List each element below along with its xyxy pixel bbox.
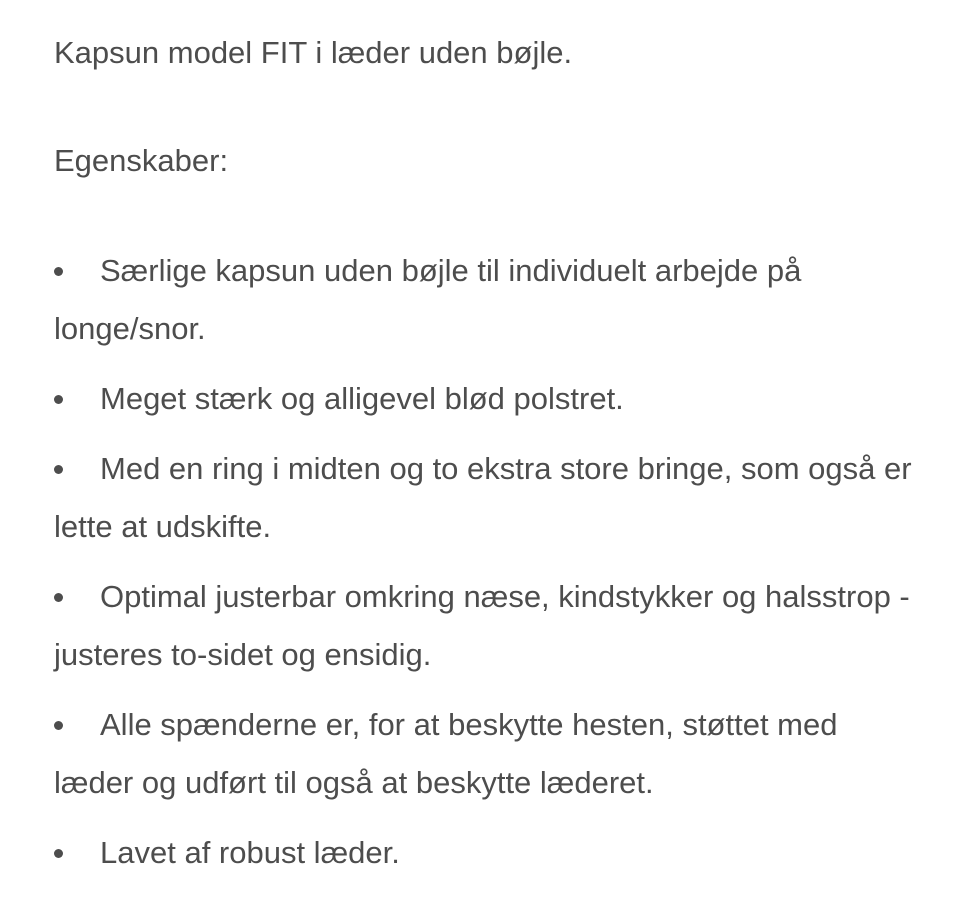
product-description (54, 24, 914, 894)
feature-text: Særlige kapsun uden bøjle til individuelt arbejde på longe/snor. (54, 253, 802, 346)
list-item (54, 242, 914, 358)
bullet-icon (54, 849, 63, 858)
feature-text: Meget stærk og alligevel blød polstret. (100, 381, 624, 416)
feature-text: Med en ring i midten og to ekstra store bringe, som også er lette at udskifte. (54, 451, 912, 544)
feature-text: Alle spænderne er, for at beskytte hesten, støttet med læder og udført til også at beskytte læderet. (54, 707, 838, 800)
list-item (54, 440, 914, 556)
bullet-icon (54, 395, 63, 404)
list-item (54, 696, 914, 812)
bullet-icon (54, 465, 63, 474)
feature-text: Lavet af robust læder. (100, 835, 400, 870)
list-item (54, 568, 914, 684)
list-item (54, 824, 914, 882)
bullet-icon (54, 593, 63, 602)
feature-text: Optimal justerbar omkring næse, kindstykker og halsstrop - justeres to-sidet og ensidig. (54, 579, 910, 672)
bullet-icon (54, 721, 63, 730)
product-intro-text: Kapsun model FIT i læder uden bøjle. (54, 35, 573, 70)
bullet-icon (54, 267, 63, 276)
list-item (54, 370, 914, 428)
features-list (54, 242, 914, 882)
features-heading: Egenskaber: (54, 143, 229, 178)
